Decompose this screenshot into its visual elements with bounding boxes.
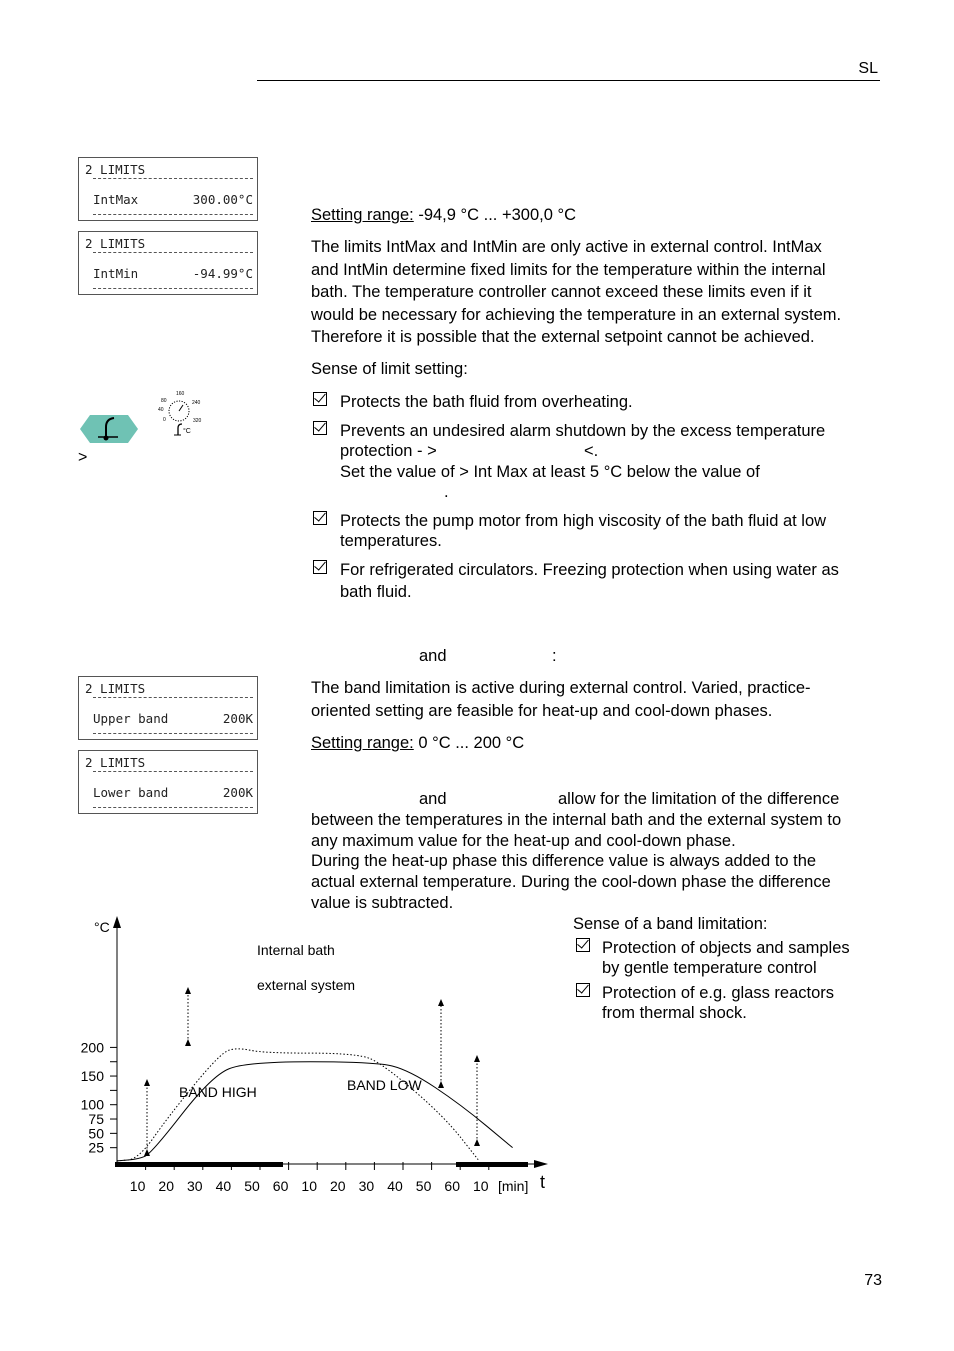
dial-tick: 320 (193, 418, 202, 424)
series-label-internal: Internal bath (257, 942, 335, 958)
setting-range-label: Setting range: (311, 206, 414, 224)
lcd-upper-band (78, 676, 258, 740)
lcd-divider (93, 178, 253, 179)
bullet-text: Protects the pump motor from high viscosity of the bath fluid at low (340, 512, 827, 530)
lcd-label: Lower band (93, 785, 169, 800)
annotation-band-high: BAND HIGH (179, 1084, 257, 1100)
x-tick-label: 10 (129, 1178, 146, 1194)
checkbox-icon (313, 392, 327, 406)
x-tick-label: 30 (187, 1178, 203, 1194)
y-tick-label: 50 (88, 1125, 104, 1142)
lcd-intmax (78, 157, 258, 221)
dial-tick: 80 (161, 398, 167, 404)
x-tick-label: 50 (415, 1178, 432, 1194)
header-code: SL (858, 60, 878, 77)
lcd-label: IntMin (93, 266, 139, 281)
lcd-lower-band (78, 750, 258, 814)
y-axis-label: °C (94, 919, 110, 935)
bullet-text: temperatures. (340, 532, 442, 550)
x-tick-label: 20 (330, 1178, 346, 1194)
bullet-text: Protection of e.g. glass reactors (602, 984, 835, 1002)
x-axis-arrow (534, 1160, 548, 1168)
y-tick-label: 200 (80, 1039, 104, 1056)
annotation-band-low: BAND LOW (347, 1077, 422, 1093)
thermometer-hex-icon (78, 413, 140, 445)
dial-tick: 40 (158, 407, 164, 413)
series-internal-bath (117, 1049, 478, 1161)
lcd-divider (93, 733, 253, 734)
limits-paragraph (311, 236, 883, 349)
section-heading-and: and (419, 647, 447, 665)
bullet-text: by gentle temperature control (602, 959, 817, 977)
text-line: The limits IntMax and IntMin are only active in external control. IntMax (311, 238, 822, 256)
x-tick-label: 30 (358, 1178, 375, 1194)
bullet-text: . (444, 483, 449, 501)
text-line: Therefore it is possible that the external setpoint cannot be achieved. (311, 328, 815, 346)
lcd-value: 200K (222, 785, 253, 800)
text-line: During the heat-up phase this difference value is always added to the (311, 852, 817, 870)
text-line: any maximum value for the heat-up and cool-down phase. (311, 832, 736, 850)
text-line: bath. The temperature controller cannot exceed these limits even if it (311, 283, 812, 301)
checkbox-icon (313, 421, 327, 435)
lcd-value: -94.99°C (192, 266, 253, 281)
x-unit-label: [min] (498, 1178, 529, 1194)
x-axis-label: t (540, 1172, 546, 1192)
x-tick-label: 40 (387, 1178, 403, 1194)
text-line: and IntMin determine fixed limits for the temperature within the internal (311, 260, 826, 279)
lcd-title: 2 LIMITS (85, 755, 146, 770)
lcd-divider (93, 252, 253, 253)
y-tick-label: 150 (80, 1068, 104, 1085)
setting-range-label: Setting range: (311, 734, 414, 752)
lcd-title: 2 LIMITS (85, 236, 146, 251)
x-tick-label: 60 (272, 1178, 289, 1194)
bullet-text: bath fluid. (340, 583, 412, 601)
dial-tick: 240 (192, 400, 201, 406)
series-label-external: external system (257, 977, 356, 993)
y-axis-arrow (113, 916, 121, 928)
lcd-divider (93, 288, 253, 289)
bullet-text: from thermal shock. (602, 1004, 747, 1022)
bullet-text: protection - > (340, 442, 437, 460)
x-tick-label: 10 (301, 1178, 317, 1194)
lcd-title: 2 LIMITS (85, 681, 146, 696)
dial-tick: 0 (163, 417, 166, 423)
x-tick-label: 60 (444, 1178, 460, 1194)
setting-range-value: 0 °C ... 200 °C (413, 734, 525, 752)
page-number: 73 (864, 1272, 882, 1289)
lcd-value: 300.00°C (192, 192, 253, 207)
y-tick-label: 100 (80, 1096, 104, 1113)
y-tick-label: 75 (88, 1111, 104, 1128)
bullet-text: For refrigerated circulators. Freezing protection when using water as (340, 561, 839, 579)
dial-unit: °C (183, 428, 191, 435)
x-tick-label: 20 (158, 1178, 174, 1194)
dial-thermometer-icon (155, 389, 207, 441)
bullet-text: Protects the bath fluid from overheating. (340, 393, 633, 411)
setting-range-2 (311, 732, 883, 755)
header-rule (257, 80, 880, 81)
text-line: between the temperatures in the internal bath and the external system to (311, 811, 842, 829)
lcd-value: 200K (222, 711, 253, 726)
x-band-segment (456, 1162, 528, 1167)
marker-symbol: > (78, 449, 88, 466)
lcd-intmin (78, 231, 258, 295)
text-line: oriented setting are feasible for heat-up and cool-down phases. (311, 701, 773, 720)
bullet-text: Set the value of > Int Max at least 5 °C below the value of (340, 463, 760, 481)
bullet-text: Prevents an undesired alarm shutdown by the excess temperature (340, 422, 826, 440)
x-tick-label: 40 (215, 1178, 232, 1194)
bullet-text: Protection of objects and samples (602, 939, 850, 957)
sense-heading-2: Sense of a band limitation: (573, 915, 768, 933)
lcd-divider (93, 807, 253, 808)
lcd-title: 2 LIMITS (85, 162, 146, 177)
setting-range-1 (311, 204, 883, 227)
text-line: allow for the limitation of the difference (558, 790, 840, 808)
dial-tick: 160 (176, 391, 185, 397)
bullet-text: <. (584, 442, 599, 460)
band-chart (60, 912, 560, 1202)
text-line: and (419, 790, 447, 808)
checkbox-icon (313, 511, 327, 525)
x-tick-label: 10 (473, 1178, 489, 1194)
checkbox-icon (576, 938, 590, 952)
series-external-system (117, 1062, 513, 1161)
x-tick-label: 50 (244, 1178, 260, 1194)
checkbox-icon (313, 560, 327, 574)
sense-heading-1: Sense of limit setting: (311, 360, 468, 378)
text-line: value is subtracted. (311, 894, 454, 912)
lcd-divider (93, 697, 253, 698)
lcd-label: IntMax (93, 192, 139, 207)
section-heading-colon: : (552, 647, 557, 665)
text-line: The band limitation is active during external control. Varied, practice- (311, 679, 811, 697)
text-line: would be necessary for achieving the temperature in an external system. (311, 305, 842, 324)
checkbox-icon (576, 983, 590, 997)
y-tick-label: 25 (88, 1139, 104, 1156)
lcd-divider (93, 214, 253, 215)
text-line: actual external temperature. During the cool-down phase the difference (311, 873, 831, 891)
setting-range-value: -94,9 °C ... +300,0 °C (413, 206, 576, 224)
lcd-label: Upper band (93, 711, 169, 726)
x-band-segment (115, 1162, 283, 1167)
lcd-divider (93, 771, 253, 772)
band-paragraph (311, 677, 883, 722)
